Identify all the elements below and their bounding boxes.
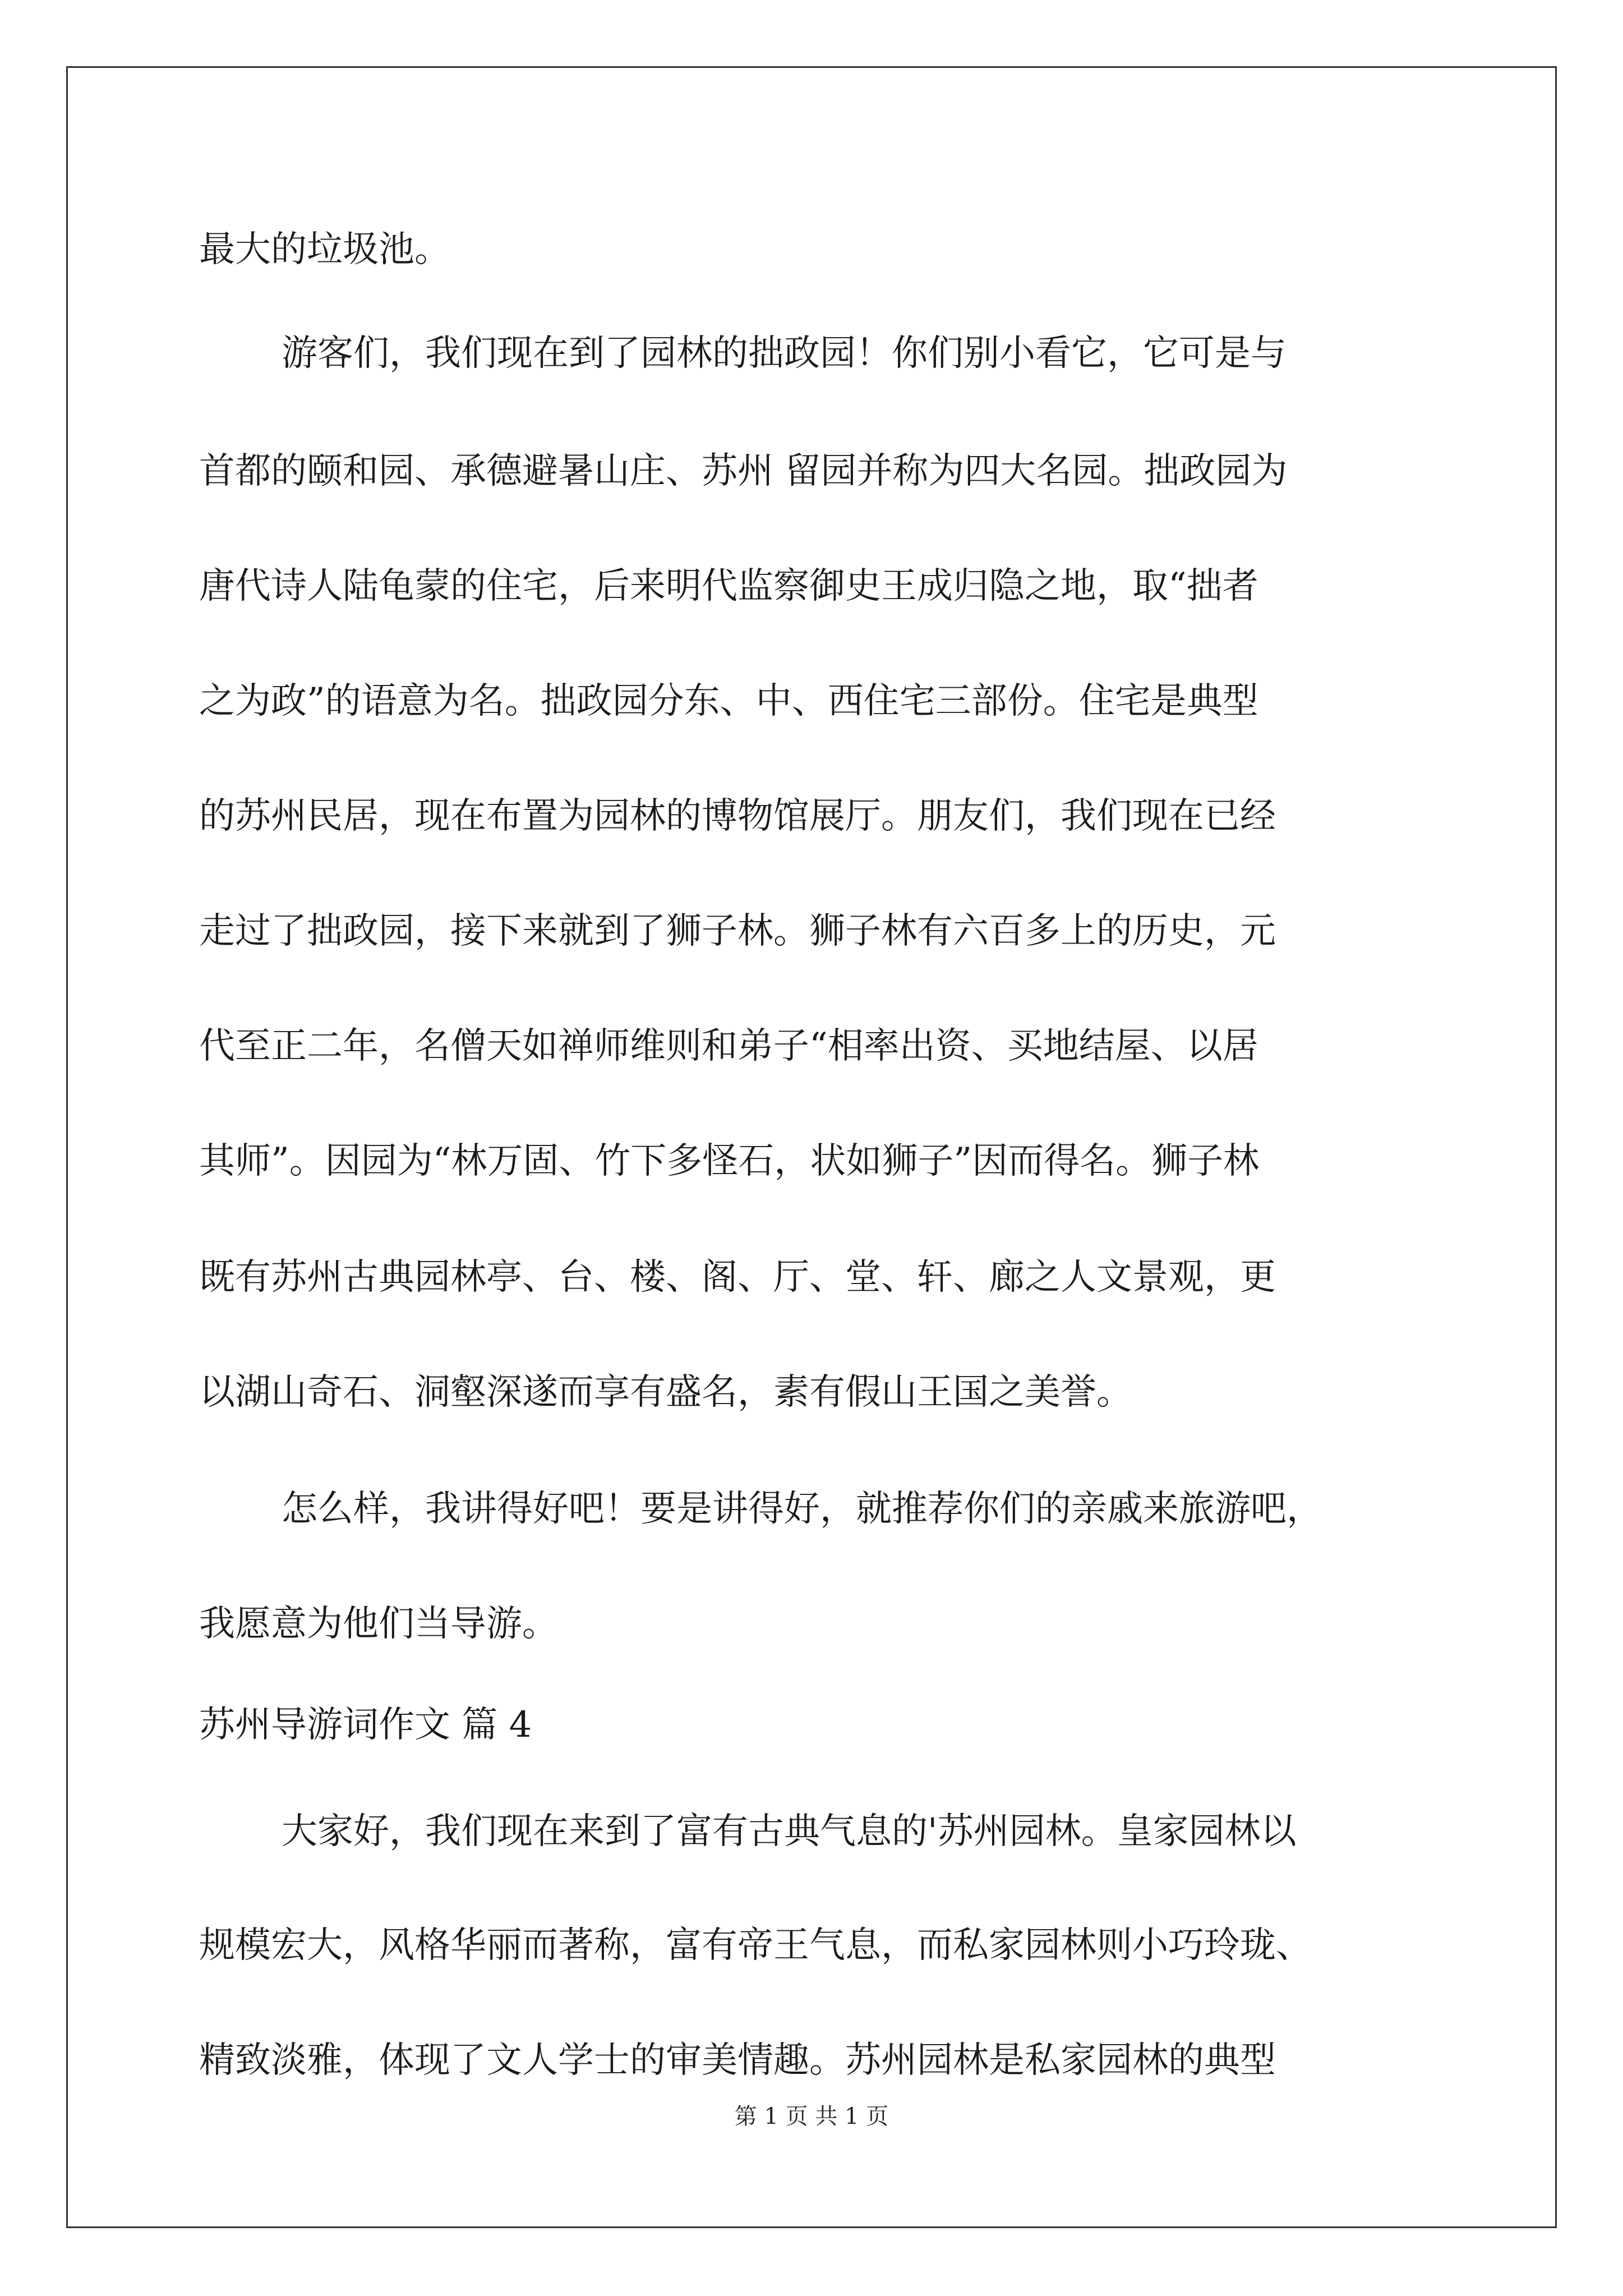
text-line: 之为政”的语意为名。拙政园分东、中、西住宅三部份。住宅是典型 bbox=[199, 680, 1258, 722]
text-line: 代至正二年，名僧天如禅师维则和弟子“相率出资、买地结屋、以居 bbox=[199, 1025, 1258, 1067]
section-heading: 苏州导游词作文 篇 4 bbox=[199, 1704, 532, 1746]
paragraph-first-line: 怎么样，我讲得好吧！要是讲得好，就推荐你们的亲戚来旅游吧， bbox=[282, 1488, 1322, 1530]
text-line: 其师”。因园为“林万固、竹下多怪石，状如狮子”因而得名。狮子林 bbox=[199, 1140, 1260, 1182]
page-footer: 第 1 页 共 1 页 bbox=[734, 2104, 889, 2129]
text-line: 首都的颐和园、承德避暑山庄、苏州 留园并称为四大名园。拙政园为 bbox=[199, 450, 1288, 492]
text-line: 的苏州民居，现在布置为园林的博物馆展厅。朋友们，我们现在已经 bbox=[199, 795, 1276, 837]
text-line: 我愿意为他们当导游。 bbox=[199, 1603, 558, 1645]
text-line: 以湖山奇石、洞壑深遂而享有盛名，素有假山王国之美誉。 bbox=[199, 1372, 1132, 1413]
text-line: 既有苏州古典园林亭、台、楼、阁、厅、堂、轩、廊之人文景观，更 bbox=[199, 1257, 1276, 1298]
text-line: 唐代诗人陆龟蒙的住宅，后来明代监察御史王成归隐之地，取“拙者 bbox=[199, 565, 1258, 607]
paragraph-first-line: 游客们，我们现在到了园林的拙政园！你们别小看它，它可是与 bbox=[282, 333, 1287, 374]
paragraph-first-line: 大家好，我们现在来到了富有古典气息的'苏州园林。皇家园林以 bbox=[282, 1811, 1297, 1852]
text-line: 走过了拙政园，接下来就到了狮子林。狮子林有六百多上的历史，元 bbox=[199, 910, 1276, 952]
text-line: 精致淡雅，体现了文人学士的审美情趣。苏州园林是私家园林的典型 bbox=[199, 2040, 1276, 2081]
text-line: 最大的垃圾池。 bbox=[199, 229, 450, 270]
text-line: 规模宏大，风格华丽而著称，富有帝王气息，而私家园林则小巧玲珑、 bbox=[199, 1925, 1312, 1966]
